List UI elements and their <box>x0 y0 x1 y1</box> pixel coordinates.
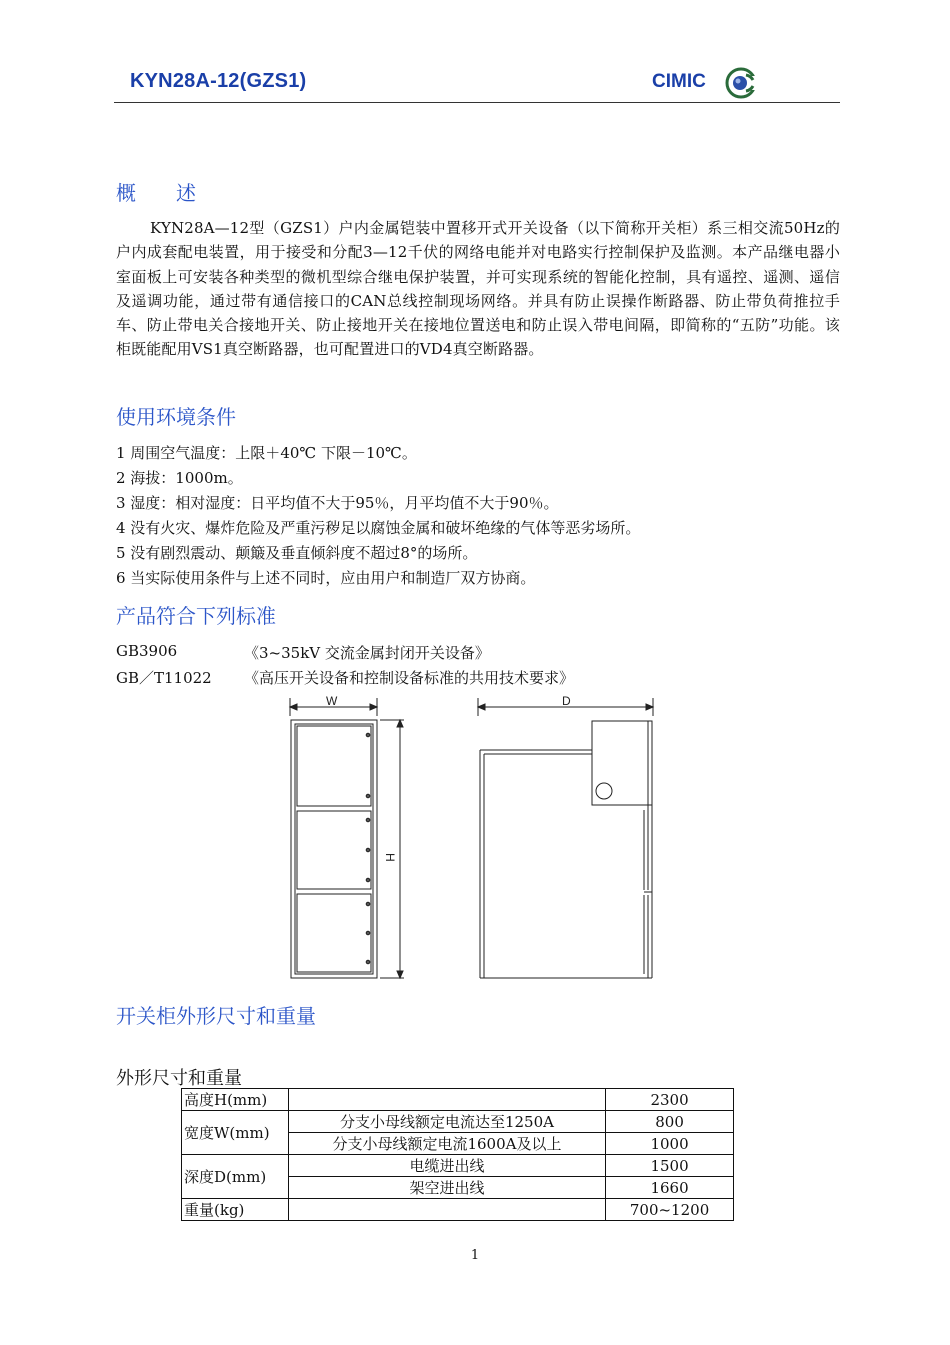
table-row <box>182 1111 734 1133</box>
row-value: 2300 <box>606 1089 734 1111</box>
dimensions-table <box>181 1088 734 1221</box>
row-condition: 分支小母线额定电流1600A及以上 <box>288 1133 605 1155</box>
overview-heading: 概 述 <box>116 181 196 205</box>
row-condition: 架空进出线 <box>288 1177 605 1199</box>
brand-name: CIMIC <box>652 71 706 92</box>
row-label: 重量(kg) <box>182 1199 289 1221</box>
table-cell-empty <box>288 1199 605 1221</box>
environment-item: 4 没有火灾、爆炸危险及严重污秽足以腐蚀金属和破坏绝缘的气体等恶劣场所。 <box>116 519 641 537</box>
environment-item: 1 周围空气温度：上限＋40℃ 下限－10℃。 <box>116 444 417 462</box>
height-label: H <box>383 853 397 862</box>
row-condition: 电缆进出线 <box>288 1155 605 1177</box>
width-label: W <box>326 694 338 708</box>
table-cell-empty <box>288 1089 605 1111</box>
table-row <box>182 1089 734 1111</box>
row-label: 宽度W(mm) <box>182 1111 289 1155</box>
cabinet-dimension-diagram <box>280 690 670 985</box>
table-caption: 外形尺寸和重量 <box>116 1068 242 1089</box>
environment-item: 5 没有剧烈震动、颠簸及垂直倾斜度不超过8°的场所。 <box>116 544 478 562</box>
standard-code: GB／T11022 <box>116 669 212 687</box>
environment-item: 3 湿度：相对湿度：日平均值不大于95％，月平均值不大于90％。 <box>116 494 559 512</box>
row-value: 1500 <box>606 1155 734 1177</box>
cimic-logo-icon <box>724 66 758 100</box>
depth-label: D <box>562 694 571 708</box>
row-value: 1000 <box>606 1133 734 1155</box>
table-row <box>182 1199 734 1221</box>
standard-code: GB3906 <box>116 642 178 660</box>
standard-title: 《3~35kV 交流金属封闭开关设备》 <box>244 644 490 662</box>
overview-paragraph <box>116 216 840 362</box>
page-number: 1 <box>470 1248 480 1263</box>
overview-text: KYN28A—12型（GZS1）户内金属铠装中置移开式开关设备（以下简称开关柜）系三相交流50Hz的户内成套配电装置，用于接受和分配3—12千伏的网络电能并对电路实行控制保护及监测。本产品继电器小室面板上可安装各种类型的微机型综合继电保护装置，并可实现系统的智能化控制，具有遥控、遥测、遥信及遥调功能，通过带有通信接口的CAN总线控制现场网络。并具有防止误操作断路器、防止带负荷推拉手车、防止带电关合接地开关、防止接地开关在接地位置送电和防止误入带电间隔，即简称的“五防”功能。该柜既能配用VS1真空断路器，也可配置进口的VD4真空断路器。 <box>116 219 840 359</box>
front-view <box>290 698 404 978</box>
environment-item: 2 海拔：1000m。 <box>116 469 243 487</box>
row-label: 高度H(mm) <box>182 1089 289 1111</box>
row-value: 1660 <box>606 1177 734 1199</box>
standards-heading: 产品符合下列标准 <box>116 604 276 628</box>
environment-item: 6 当实际使用条件与上述不同时，应由用户和制造厂双方协商。 <box>116 569 536 587</box>
row-value: 800 <box>606 1111 734 1133</box>
document-title: KYN28A-12(GZS1) <box>130 70 307 92</box>
side-view <box>478 698 653 978</box>
standard-title: 《高压开关设备和控制设备标准的共用技术要求》 <box>244 669 575 687</box>
dimensions-heading: 开关柜外形尺寸和重量 <box>116 1004 316 1028</box>
header-divider <box>114 102 840 103</box>
row-condition: 分支小母线额定电流达至1250A <box>288 1111 605 1133</box>
row-value: 700~1200 <box>606 1199 734 1221</box>
table-row <box>182 1155 734 1177</box>
row-label: 深度D(mm) <box>182 1155 289 1199</box>
environment-heading: 使用环境条件 <box>116 405 236 429</box>
